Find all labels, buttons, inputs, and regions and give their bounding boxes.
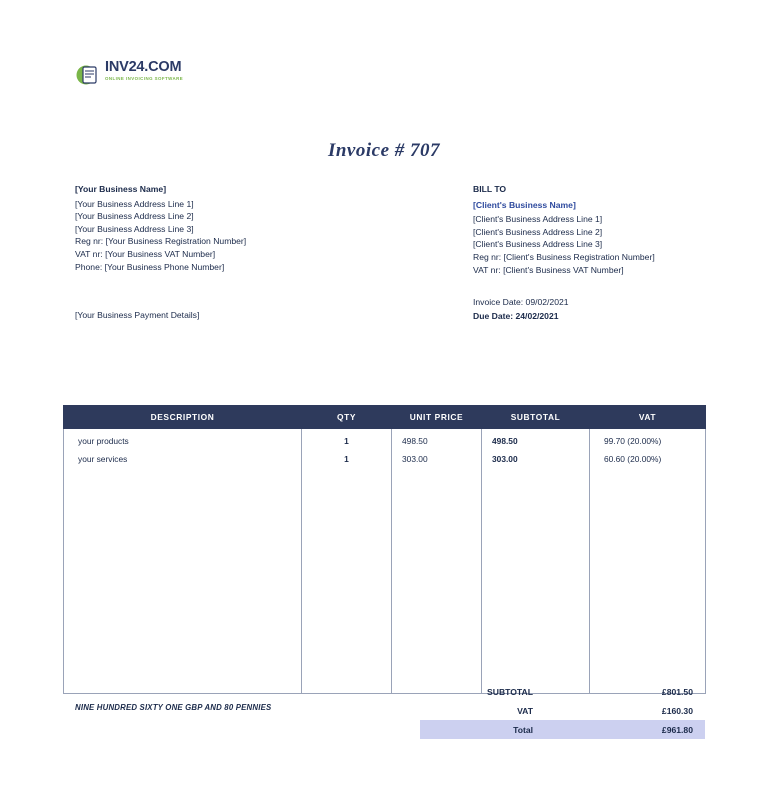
brand-name: INV24.COM: [105, 59, 182, 75]
sender-phone: Phone: [Your Business Phone Number]: [75, 261, 225, 272]
totals-row-total: [420, 720, 705, 739]
totals-label: Total: [513, 724, 533, 735]
column-header-vat: VAT: [590, 406, 706, 429]
line-items-table: [63, 405, 706, 694]
cell-vat: 60.60 (20.00%): [590, 453, 706, 465]
brand-tagline: ONLINE INVOICING SOFTWARE: [105, 76, 184, 81]
column-header-qty: QTY: [302, 406, 392, 429]
client-address-line: [Client's Business Address Line 1]: [473, 214, 603, 225]
table-header-row: [64, 406, 706, 429]
invoice-dates: [473, 295, 569, 323]
client-reg-number: Reg nr: [Client's Business Registration Number]: [473, 251, 655, 262]
empty-cell: [302, 465, 392, 694]
cell-unit-price: 303.00: [392, 453, 482, 465]
client-address-line: [Client's Business Address Line 3]: [473, 239, 603, 250]
totals-label: SUBTOTAL: [487, 686, 533, 697]
totals-label: VAT: [517, 705, 533, 716]
empty-cell: [482, 465, 590, 694]
empty-cell: [392, 465, 482, 694]
cell-qty: 1: [302, 429, 392, 454]
sender-business-name: [Your Business Name]: [75, 184, 167, 194]
sender-address-line: [Your Business Address Line 1]: [75, 198, 194, 209]
cell-description: your products: [64, 429, 302, 454]
cell-description: your services: [64, 453, 302, 465]
sender-reg-number: Reg nr: [Your Business Registration Number]: [75, 236, 247, 247]
column-header-unit-price: UNIT PRICE: [392, 406, 482, 429]
bill-to-label: BILL TO: [473, 184, 507, 194]
cell-unit-price: 498.50: [392, 429, 482, 454]
cell-qty: 1: [302, 453, 392, 465]
sender-address-line: [Your Business Address Line 2]: [75, 211, 194, 222]
table-row: [64, 453, 706, 465]
column-header-description: DESCRIPTION: [64, 406, 302, 429]
sender-address-line: [Your Business Address Line 3]: [75, 223, 194, 234]
totals-value: £160.30: [661, 705, 693, 716]
table-empty-space: [64, 465, 706, 694]
totals-block: [420, 682, 705, 739]
invoice-title: Invoice # 707: [327, 140, 441, 161]
totals-value: £801.50: [661, 686, 693, 697]
totals-value: £961.80: [661, 724, 693, 735]
empty-cell: [64, 465, 302, 694]
cell-vat: 99.70 (20.00%): [590, 429, 706, 454]
due-date: Due Date: 24/02/2021: [473, 311, 559, 321]
cell-subtotal: 498.50: [482, 429, 590, 454]
client-vat-number: VAT nr: [Client's Business VAT Number]: [473, 264, 624, 275]
client-business-name: [Client's Business Name]: [473, 199, 576, 210]
payment-details: [Your Business Payment Details]: [75, 310, 200, 320]
invoice-globe-icon: [75, 62, 101, 88]
table-row: [64, 429, 706, 454]
empty-cell: [590, 465, 706, 694]
brand-logo: [75, 60, 183, 86]
client-address-line: [Client's Business Address Line 2]: [473, 226, 603, 237]
invoice-date: Invoice Date: 09/02/2021: [473, 297, 569, 307]
totals-row-vat: [420, 701, 705, 720]
sender-vat-number: VAT nr: [Your Business VAT Number]: [75, 248, 216, 259]
column-header-subtotal: SUBTOTAL: [482, 406, 590, 429]
bill-to-details: [473, 183, 655, 276]
sender-details: [75, 183, 246, 273]
amount-in-words: NINE HUNDRED SIXTY ONE GBP AND 80 PENNIES: [75, 703, 272, 712]
totals-row-subtotal: [420, 682, 705, 701]
cell-subtotal: 303.00: [482, 453, 590, 465]
